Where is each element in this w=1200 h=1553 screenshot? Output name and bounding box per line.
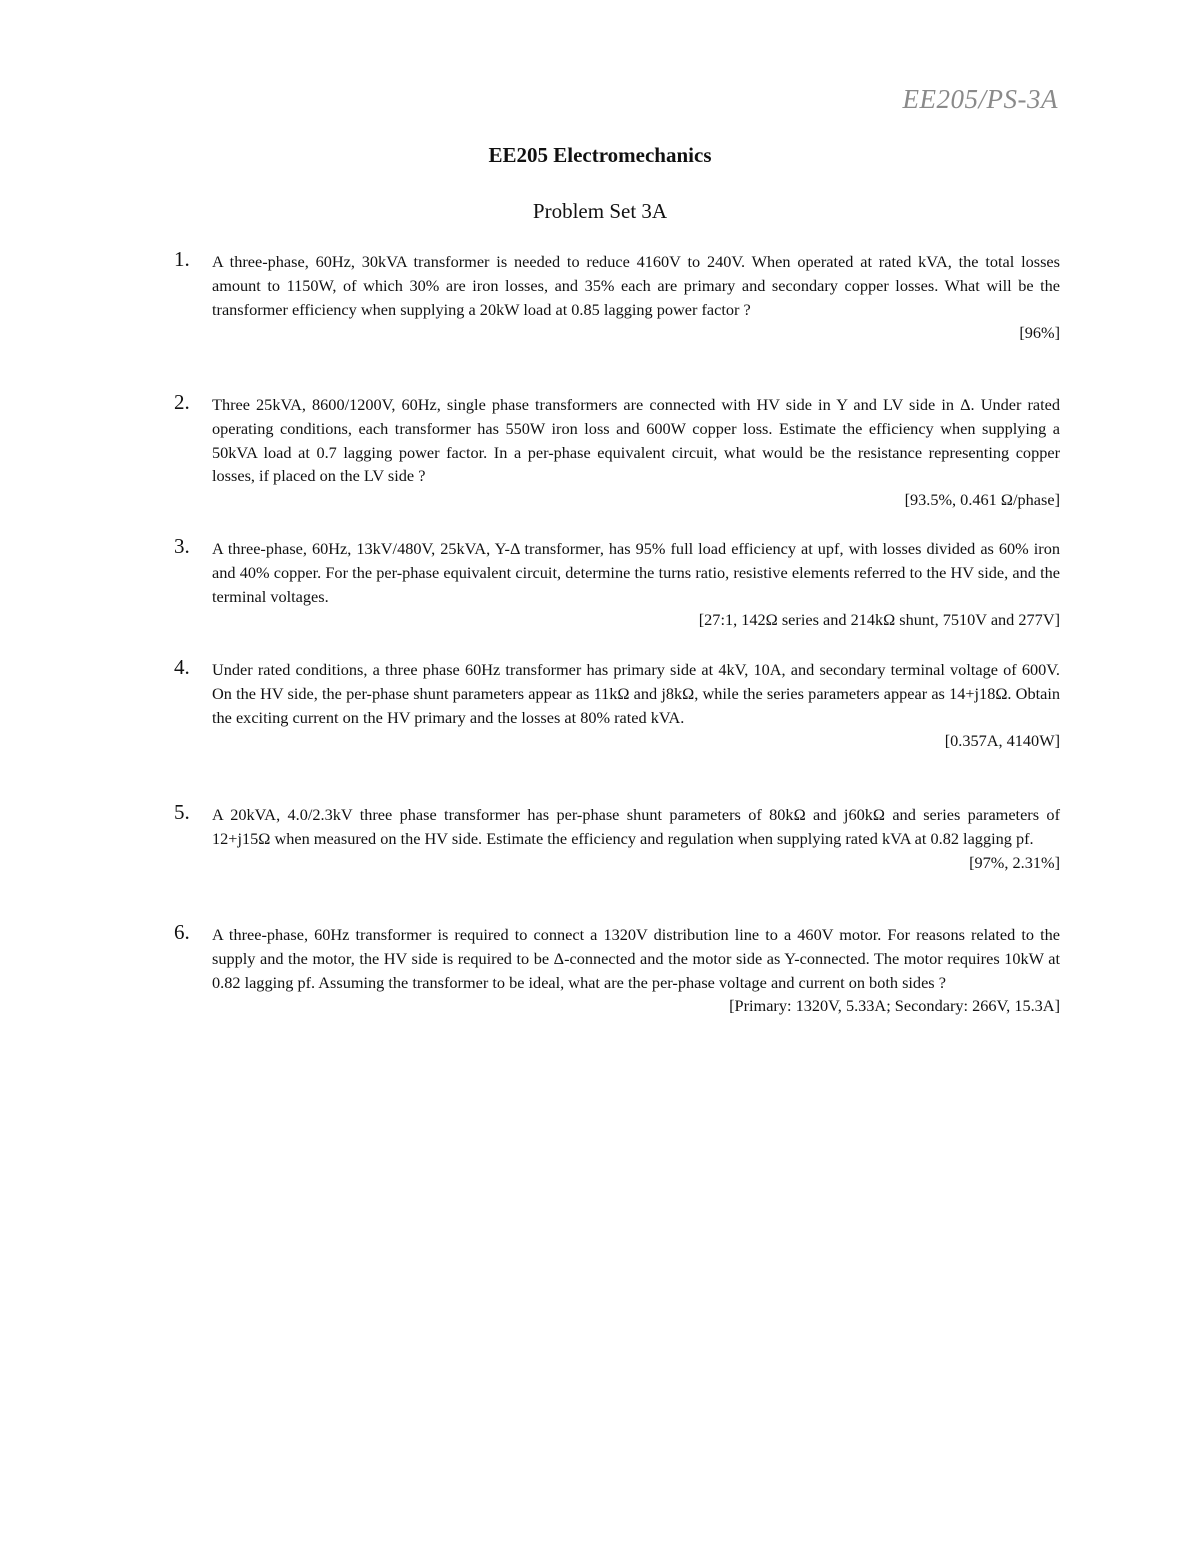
problem-text: Three 25kVA, 8600/1200V, 60Hz, single phase transformers are connected with HV side in Y and LV side in Δ. Under rated operating conditions, each transformer has 550W iron loss and 600W copper loss. Estimate the efficiency when supplying a 50kVA load at 0.7 lagging power factor. In a per-phase equivalent circuit, what would be the resistance representing copper losses, if placed on the LV side ? [212, 395, 1060, 486]
course-title: EE205 Electromechanics [488, 143, 712, 167]
problem-answer: [93.5%, 0.461 Ω/phase] [904, 490, 1060, 510]
problem-5 [174, 800, 1060, 874]
problem-answer: [Primary: 1320V, 5.33A; Secondary: 266V, 15.3A] [729, 996, 1060, 1016]
problem-4 [174, 655, 1060, 753]
problem-number: 4. [174, 655, 190, 679]
problem-6 [174, 920, 1060, 1018]
problem-text: A 20kVA, 4.0/2.3kV three phase transformer has per-phase shunt parameters of 80kΩ and j60kΩ and series parameters of 12+j15Ω when measured on the HV side. Estimate the efficiency and regulation when supplying rated kVA at 0.82 lagging pf. [212, 805, 1060, 848]
problem-answer: [27:1, 142Ω series and 214kΩ shunt, 7510V and 277V] [698, 610, 1060, 630]
problem-number: 1. [174, 247, 190, 271]
document-code: EE205/PS-3A [902, 84, 1058, 114]
problem-text: A three-phase, 60Hz transformer is required to connect a 1320V distribution line to a 460V motor. For reasons related to the supply and the motor, the HV side is required to be Δ-connected and the motor side as Y-connected. The motor requires 10kW at 0.82 lagging pf. Assuming the transformer to be ideal, what are the per-phase voltage and current on both sides ? [212, 925, 1060, 992]
problem-text: A three-phase, 60Hz, 13kV/480V, 25kVA, Y-Δ transformer, has 95% full load efficiency at upf, with losses divided as 60% iron and 40% copper. For the per-phase equivalent circuit, determine the turns ratio, resistive elements referred to the HV side, and the terminal voltages. [212, 539, 1060, 606]
problem-3 [174, 534, 1060, 632]
problem-1 [174, 247, 1060, 345]
problem-number: 5. [174, 800, 190, 824]
problem-answer: [96%] [1019, 323, 1060, 343]
problem-answer: [97%, 2.31%] [969, 852, 1060, 872]
problem-answer: [0.357A, 4140W] [944, 731, 1060, 751]
problem-text: Under rated conditions, a three phase 60Hz transformer has primary side at 4kV, 10A, and secondary terminal voltage of 600V. On the HV side, the per-phase shunt parameters appear as 11kΩ and j8kΩ, while the series parameters appear as 14+j18Ω. Obtain the exciting current on the HV primary and the losses at 80% rated kVA. [212, 660, 1060, 727]
problem-set-title: Problem Set 3A [532, 199, 668, 223]
problem-number: 6. [174, 920, 190, 944]
problem-text: A three-phase, 60Hz, 30kVA transformer is needed to reduce 4160V to 240V. When operated at rated kVA, the total losses amount to 1150W, of which 30% are iron losses, and 35% each are primary and secondary copper losses. What will be the transformer efficiency when supplying a 20kW load at 0.85 lagging power factor ? [212, 252, 1060, 319]
problem-number: 2. [174, 390, 190, 414]
problem-number: 3. [174, 534, 190, 558]
problem-2 [174, 390, 1060, 512]
